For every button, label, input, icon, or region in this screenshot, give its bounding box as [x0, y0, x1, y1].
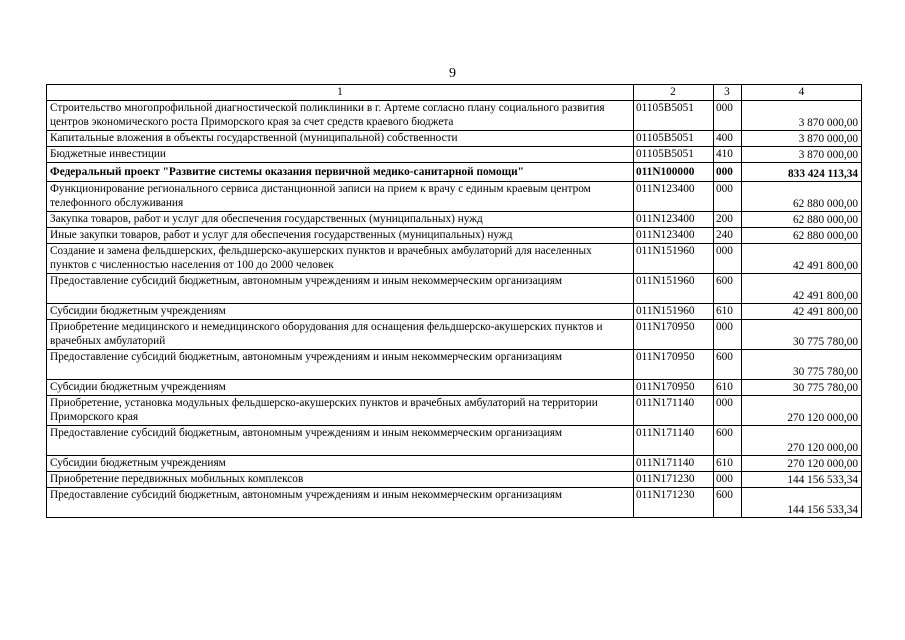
row-amount-cell: 144 156 533,34: [742, 472, 862, 488]
row-name-cell: Создание и замена фельдшерских, фельдшерско-акушерских пунктов и врачебных амбулаторий для населенных пунктов с численностью населения от 100 до 2000 человек: [47, 244, 634, 274]
row-type-cell: 000: [714, 396, 742, 426]
table-row: [47, 212, 862, 228]
table-row: [47, 101, 862, 131]
page-number: 9: [449, 66, 456, 81]
row-amount-cell: 42 491 800,00: [742, 274, 862, 304]
header-col-1: 1: [47, 85, 634, 101]
row-amount-cell: 42 491 800,00: [742, 304, 862, 320]
row-name-cell: Бюджетные инвестиции: [47, 147, 634, 163]
header-col-4: 4: [742, 85, 862, 101]
row-code-cell: 01105B5051: [634, 101, 714, 131]
row-type-cell: 410: [714, 147, 742, 163]
row-name-cell: Предоставление субсидий бюджетным, автономным учреждениям и иным некоммерческим организациям: [47, 488, 634, 518]
row-type-cell: 600: [714, 274, 742, 304]
row-code-cell: 011N170950: [634, 380, 714, 396]
row-code-cell: 011N151960: [634, 244, 714, 274]
row-name-cell: Субсидии бюджетным учреждениям: [47, 456, 634, 472]
row-name-cell: Субсидии бюджетным учреждениям: [47, 380, 634, 396]
row-name-cell: Федеральный проект "Развитие системы оказания первичной медико-санитарной помощи": [47, 163, 634, 182]
row-code-cell: 01105B5051: [634, 147, 714, 163]
table-row: [47, 228, 862, 244]
row-amount-cell: 270 120 000,00: [742, 396, 862, 426]
row-amount-cell: 62 880 000,00: [742, 182, 862, 212]
row-code-cell: 01105B5051: [634, 131, 714, 147]
row-code-cell: 011N171230: [634, 488, 714, 518]
row-amount-cell: 3 870 000,00: [742, 101, 862, 131]
row-type-cell: 000: [714, 244, 742, 274]
row-name-cell: Предоставление субсидий бюджетным, автономным учреждениям и иным некоммерческим организациям: [47, 426, 634, 456]
table-row: [47, 274, 862, 304]
row-code-cell: 011N123400: [634, 182, 714, 212]
row-name-cell: Приобретение, установка модульных фельдшерско-акушерских пунктов и врачебных амбулаторий на территории Приморского края: [47, 396, 634, 426]
table-row: [47, 304, 862, 320]
row-code-cell: 011N171140: [634, 396, 714, 426]
table-row: [47, 182, 862, 212]
table-row: [47, 426, 862, 456]
table-row: [47, 147, 862, 163]
table-row: [47, 244, 862, 274]
row-code-cell: 011N100000: [634, 163, 714, 182]
row-amount-cell: 42 491 800,00: [742, 244, 862, 274]
row-type-cell: 400: [714, 131, 742, 147]
table-row: [47, 488, 862, 518]
row-name-cell: Предоставление субсидий бюджетным, автономным учреждениям и иным некоммерческим организациям: [47, 274, 634, 304]
row-name-cell: Капитальные вложения в объекты государственной (муниципальной) собственности: [47, 131, 634, 147]
row-amount-cell: 270 120 000,00: [742, 456, 862, 472]
row-type-cell: 000: [714, 472, 742, 488]
table-row: [47, 380, 862, 396]
row-code-cell: 011N171230: [634, 472, 714, 488]
row-name-cell: Предоставление субсидий бюджетным, автономным учреждениям и иным некоммерческим организациям: [47, 350, 634, 380]
row-code-cell: 011N151960: [634, 304, 714, 320]
row-code-cell: 011N171140: [634, 426, 714, 456]
row-name-cell: Субсидии бюджетным учреждениям: [47, 304, 634, 320]
table-row: [47, 131, 862, 147]
table-row: [47, 396, 862, 426]
row-name-cell: Иные закупки товаров, работ и услуг для обеспечения государственных (муниципальных) нужд: [47, 228, 634, 244]
row-amount-cell: 833 424 113,34: [742, 163, 862, 182]
row-type-cell: 000: [714, 101, 742, 131]
row-name-cell: Функционирование регионального сервиса дистанционной записи на прием к врачу с единым краевым центром телефонного обслуживания: [47, 182, 634, 212]
row-amount-cell: 30 775 780,00: [742, 380, 862, 396]
row-type-cell: 000: [714, 182, 742, 212]
row-amount-cell: 144 156 533,34: [742, 488, 862, 518]
row-amount-cell: 3 870 000,00: [742, 147, 862, 163]
table-row: [47, 472, 862, 488]
row-code-cell: 011N151960: [634, 274, 714, 304]
row-amount-cell: 30 775 780,00: [742, 350, 862, 380]
row-name-cell: Закупка товаров, работ и услуг для обеспечения государственных (муниципальных) нужд: [47, 212, 634, 228]
table-row: [47, 456, 862, 472]
budget-table: [46, 84, 862, 518]
row-type-cell: 200: [714, 212, 742, 228]
row-name-cell: Приобретение медицинского и немедицинского оборудования для оснащения фельдшерско-акушерских пунктов и врачебных амбулаторий: [47, 320, 634, 350]
row-amount-cell: 62 880 000,00: [742, 228, 862, 244]
row-code-cell: 011N123400: [634, 228, 714, 244]
row-code-cell: 011N170950: [634, 320, 714, 350]
row-type-cell: 600: [714, 350, 742, 380]
row-name-cell: Приобретение передвижных мобильных комплексов: [47, 472, 634, 488]
table-header-row: [47, 85, 862, 101]
row-type-cell: 610: [714, 380, 742, 396]
row-type-cell: 600: [714, 426, 742, 456]
row-amount-cell: 270 120 000,00: [742, 426, 862, 456]
row-type-cell: 610: [714, 304, 742, 320]
row-name-cell: Строительство многопрофильной диагностической поликлиники в г. Артеме согласно плану социального развития центров экономического роста Приморского края за счет средств краевого бюджета: [47, 101, 634, 131]
row-type-cell: 000: [714, 163, 742, 182]
row-code-cell: 011N123400: [634, 212, 714, 228]
row-type-cell: 610: [714, 456, 742, 472]
row-type-cell: 000: [714, 320, 742, 350]
row-amount-cell: 62 880 000,00: [742, 212, 862, 228]
table-row: [47, 163, 862, 182]
table-row: [47, 320, 862, 350]
header-col-2: 2: [634, 85, 714, 101]
row-code-cell: 011N170950: [634, 350, 714, 380]
row-code-cell: 011N171140: [634, 456, 714, 472]
row-type-cell: 240: [714, 228, 742, 244]
table-row: [47, 350, 862, 380]
header-col-3: 3: [714, 85, 742, 101]
row-type-cell: 600: [714, 488, 742, 518]
row-amount-cell: 30 775 780,00: [742, 320, 862, 350]
row-amount-cell: 3 870 000,00: [742, 131, 862, 147]
